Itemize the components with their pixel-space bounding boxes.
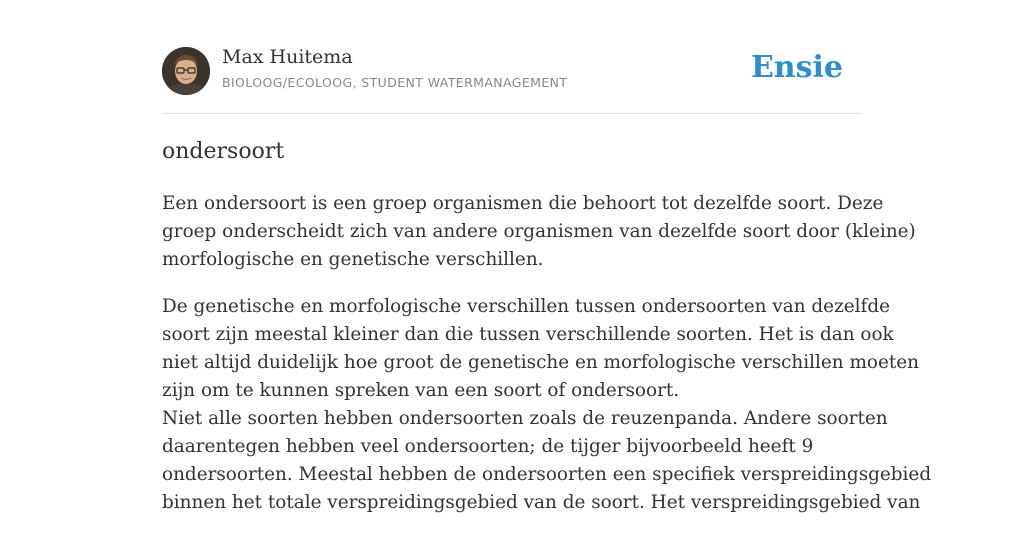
text-line: morfologische en genetische verschillen. <box>162 249 544 270</box>
text-line: niet altijd duidelijk hoe groot de genetische en morfologische verschillen moeten <box>162 352 920 373</box>
text-line: Een ondersoort is een groep organismen die behoort tot dezelfde soort. Deze <box>162 193 884 214</box>
author-avatar[interactable] <box>162 47 210 95</box>
author-name[interactable]: Max Huitema <box>222 46 353 68</box>
text-line: ondersoorten. Meestal hebben de ondersoorten een specifiek verspreidingsgebied <box>162 464 932 485</box>
text-line: groep onderscheidt zich van andere organismen van dezelfde soort door (kleine) <box>162 221 916 242</box>
author-role: BIOLOOG/ECOLOOG, STUDENT WATERMANAGEMENT <box>222 75 568 90</box>
text-line: binnen het totale verspreidingsgebied van de soort. Het verspreidingsgebied van <box>162 492 921 513</box>
entry-page <box>162 0 932 513</box>
definition-paragraph-2 <box>162 293 932 517</box>
text-line: zijn om te kunnen spreken van een soort of ondersoort. <box>162 380 680 401</box>
text-line: soort zijn meestal kleiner dan die tussen verschillende soorten. Het is dan ook <box>162 324 894 345</box>
avatar-photo-icon <box>162 47 210 95</box>
text-line: De genetische en morfologische verschillen tussen ondersoorten van dezelfde <box>162 296 890 317</box>
entry-definition <box>162 190 932 536</box>
entry-header <box>162 0 862 114</box>
entry-term: ondersoort <box>162 139 285 164</box>
definition-paragraph-1 <box>162 190 916 274</box>
text-line: Niet alle soorten hebben ondersoorten zoals de reuzenpanda. Andere soorten <box>162 408 888 429</box>
ensie-logo[interactable]: Ensie <box>750 50 843 85</box>
text-line: daarentegen hebben veel ondersoorten; de tijger bijvoorbeeld heeft 9 <box>162 436 814 457</box>
